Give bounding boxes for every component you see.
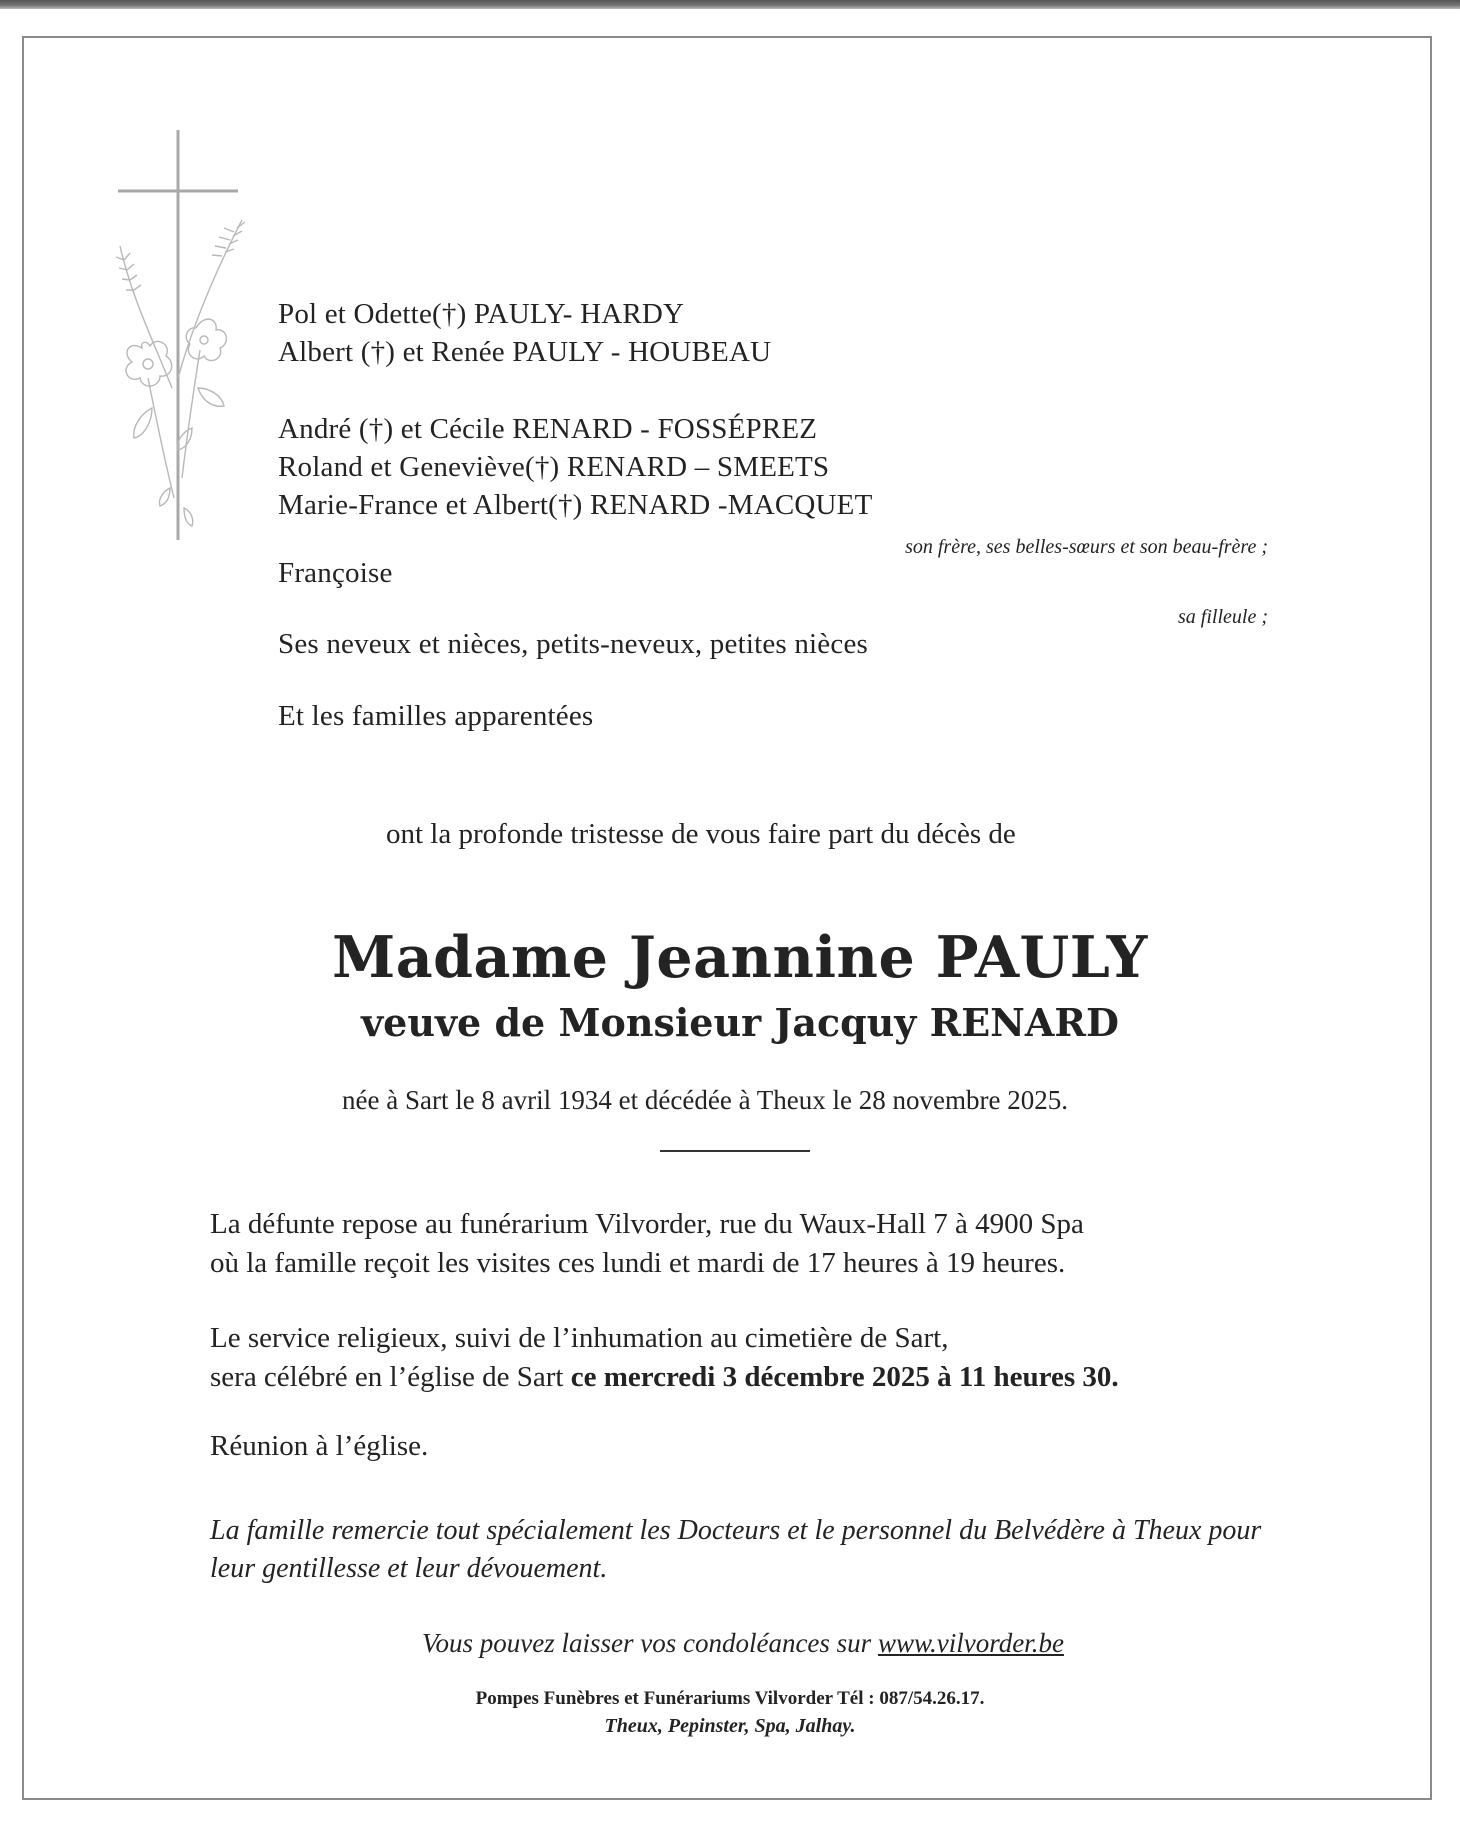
service-line-2-prefix: sera célébré en l’église de Sart	[210, 1361, 571, 1393]
family-line-brother-1: Pol et Odette(†) PAULY- HARDY	[278, 298, 685, 330]
service-line-1: Le service religieux, suivi de l’inhumation au cimetière de Sart,	[210, 1322, 949, 1354]
repose-line-1: La défunte repose au funérarium Vilvorder, rue du Waux-Hall 7 à 4900 Spa	[210, 1208, 1084, 1240]
family-line-inlaw-1: André (†) et Cécile RENARD - FOSSÉPREZ	[278, 413, 818, 445]
condolences-link[interactable]: www.vilvorder.be	[877, 1628, 1064, 1658]
family-line-nephews: Ses neveux et nièces, petits-neveux, petites nièces	[278, 628, 869, 660]
separator-line	[660, 1150, 810, 1152]
condolences-prefix: Vous pouvez laisser vos condoléances sur	[422, 1628, 878, 1658]
cross-with-flowers-icon	[112, 128, 272, 548]
meeting-line: Réunion à l’église.	[210, 1430, 429, 1462]
birth-death-dates: née à Sart le 8 avril 1934 et décédée à Theux le 28 novembre 2025.	[342, 1085, 1068, 1115]
footer-company: Pompes Funèbres et Funérariums Vilvorder Tél : 087/54.26.17.	[475, 1688, 985, 1709]
scan-edge	[0, 0, 1460, 9]
thanks-line-2: leur gentillesse et leur dévouement.	[210, 1553, 608, 1584]
family-line-related: Et les familles apparentées	[278, 700, 594, 732]
spouse-line: veuve de Monsieur Jacquy RENARD	[361, 1000, 1119, 1045]
family-line-inlaw-3: Marie-France et Albert(†) RENARD -MACQUET	[278, 489, 873, 521]
deceased-name: Madame Jeannine PAULY	[332, 924, 1148, 991]
thanks-line-1: La famille remercie tout spécialement les Docteurs et le personnel du Belvédère à Theux pour	[210, 1515, 1262, 1546]
service-datetime: ce mercredi 3 décembre 2025 à 11 heures 30.	[570, 1361, 1119, 1393]
relation-siblings: son frère, ses belles-sœurs et son beau-frère ;	[905, 536, 1268, 558]
condolences-line	[422, 1628, 1064, 1659]
family-line-inlaw-2: Roland et Geneviève(†) RENARD – SMEETS	[278, 451, 830, 483]
footer-locations: Theux, Pepinster, Spa, Jalhay.	[604, 1715, 856, 1737]
announcement-intro: ont la profonde tristesse de vous faire part du décès de	[386, 818, 1016, 850]
service-line-2	[210, 1361, 1119, 1394]
relation-goddaughter: sa filleule ;	[1178, 606, 1268, 628]
repose-line-2: où la famille reçoit les visites ces lundi et mardi de 17 heures à 19 heures.	[210, 1247, 1066, 1279]
family-line-goddaughter: Françoise	[278, 557, 393, 589]
family-line-brother-2: Albert (†) et Renée PAULY - HOUBEAU	[278, 336, 772, 368]
